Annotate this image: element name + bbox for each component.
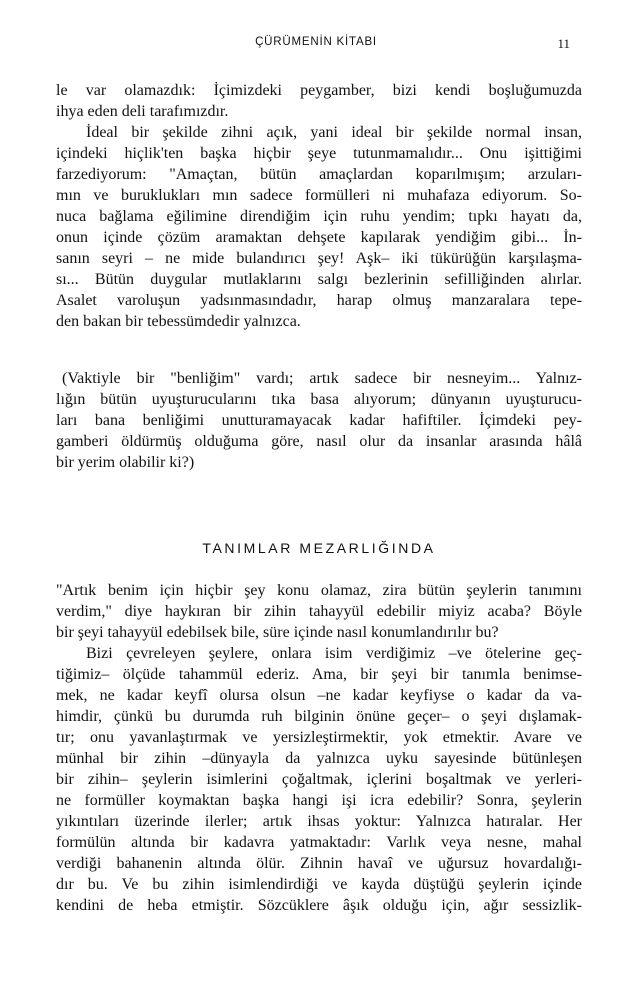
- text-line: Bizi çevreleyen şeylere, onlara isim verdiğimiz –ve ötelerine geç-: [86, 645, 582, 662]
- text-line: "Artık benim için hiçbir şey konu olamaz, zira bütün şeylerin tanımını: [56, 582, 582, 599]
- text-line: ları bana benliğimi unutturamayacak kadar hafiftiler. İçimdeki pey-: [56, 412, 582, 429]
- text-line: sanın seyri – ne mide bulandırıcı şey! Aşk– iki tükürüğün karşılaşma-: [56, 250, 582, 267]
- text-line: tır; onu yavanlaştırmak ve yersizleştirmektir, yok etmektir. Avare ve: [56, 729, 582, 746]
- text-line: nuca bağlama eğilimine direndiğim için ruhu yendim; tıpkı hayatı da,: [56, 208, 582, 225]
- paragraph-block-3: [56, 580, 582, 916]
- text-line: formülün altında bir kadavra yatmaktadır: Varlık veya nesne, mahal: [56, 834, 582, 851]
- text-line: bir zihin– şeylerin isimlerini çoğaltmak, içlerini boşaltmak ve yerleri-: [56, 771, 582, 788]
- text-line: sı... Bütün duygular mutlaklarını salgı bezlerinin sefilliğinden alırlar.: [56, 271, 582, 288]
- text-line: gamberi öldürmüş olduğuma göre, nasıl olur da insanlar arasında hâlâ: [56, 433, 582, 450]
- text-line: bir şeyi tahayyül edebilsek bile, süre içinde nasıl konumlandırılır bu?: [56, 624, 499, 641]
- running-header: [56, 36, 576, 56]
- text-line: farzediyorum: "Amaçtan, bütün amaçlardan koparılmışım; arzuları-: [56, 166, 582, 183]
- text-line: İdeal bir şekilde zihni açık, yani ideal bir şekilde normal insan,: [86, 124, 582, 141]
- running-title: ÇÜRÜMENİN KİTABI: [255, 36, 377, 48]
- text-line: kendini de heba etmiştir. Sözcüklere âşık olduğu için, ağır sessizlik-: [56, 897, 582, 914]
- text-line: le var olamazdık: İçimizdeki peygamber, bizi kendi boşluğumuzda: [56, 82, 582, 99]
- text-line: dır bu. Ve bu zihin isimlendirdiği ve kayda düştüğü şeylerin içinde: [56, 876, 582, 893]
- text-line: onun içinde çözüm aramaktan dehşete kapılarak yendiğim gibi... İn-: [56, 229, 582, 246]
- text-line: içindeki hiçlik'ten başka hiçbir şeye tutunmamalıdır... Onu işittiğimi: [56, 145, 582, 162]
- paragraph-block-1: [56, 80, 582, 332]
- text-line: yıkıntıları üzerinde ilerler; artık ihsas yoktur: Yalnızca hatıralar. Her: [56, 813, 582, 830]
- text-line: lığın bütün uyuşturucularını tıka basa alıyorum; dünyanın uyuşturucu-: [56, 391, 582, 408]
- text-line: (Vaktiyle bir "benliğim" vardı; artık sadece bir nesneyim... Yalnız-: [62, 370, 582, 387]
- paragraph-block-2: [56, 368, 582, 473]
- text-line: ne formüller koymaktan başka hangi işi icra edebilir? Sonra, şeylerin: [56, 792, 582, 809]
- text-line: mın ve buruklukları mın sadece formülleri ni muhafaza ediyorum. So-: [56, 187, 582, 204]
- text-line: ihya eden deli tarafımızdır.: [56, 103, 229, 120]
- text-line: himdir, çünkü bu durumda ruh bilginin önüne geçer– o şeyi dışlamak-: [56, 708, 582, 725]
- text-line: verdiği bahanenin altında ölür. Zihnin havaî ve uğursuz hovardalığı-: [56, 855, 582, 872]
- text-line: münhal bir zihin –dünyayla da yalnızca uyku sayesinde bütünleşen: [56, 750, 582, 767]
- text-line: mek, ne kadar keyfî olursa olsun –ne kadar keyfiyse o kadar da va-: [56, 687, 582, 704]
- text-line: Asalet varoluşun yadsınmasındadır, harap olmuş manzaralara tepe-: [56, 292, 582, 309]
- text-line: tiğimiz– ölçüde tahammül ederiz. Ama, bir şeyi bir tanımla benimse-: [56, 666, 582, 683]
- text-line: verdim," diye haykıran bir zihin tahayyül edebilir miyiz acaba? Böyle: [56, 603, 582, 620]
- text-line: den bakan bir tebessümdedir yalnızca.: [56, 313, 301, 330]
- text-line: bir yerim olabilir ki?): [56, 454, 195, 471]
- section-title: TANIMLAR MEZARLIĞINDA: [202, 540, 436, 556]
- page-number: 11: [557, 36, 570, 51]
